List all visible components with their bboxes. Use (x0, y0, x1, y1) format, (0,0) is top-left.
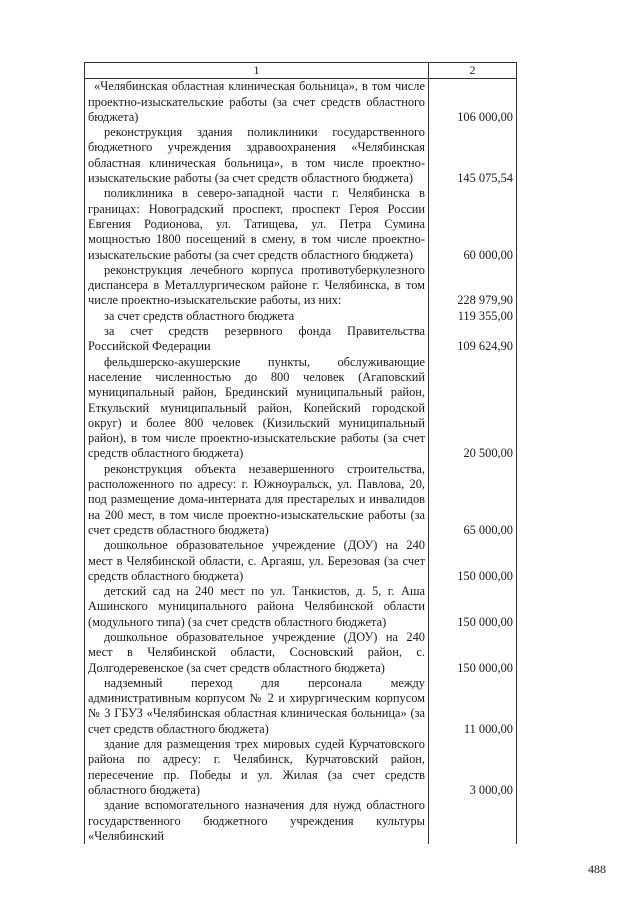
item-description-cell (85, 324, 429, 355)
item-description-cell (85, 676, 429, 737)
item-amount: 119 355,00 (429, 309, 517, 324)
item-description-cell (85, 309, 429, 324)
item-description-cell (85, 125, 429, 186)
item-amount: 145 075,54 (429, 125, 517, 186)
item-description-cell (85, 538, 429, 584)
table-row (85, 676, 517, 737)
item-amount: 65 000,00 (429, 462, 517, 538)
table-row (85, 309, 517, 324)
item-amount: 109 624,90 (429, 324, 517, 355)
item-description: за счет средств резервного фонда Правительства Российской Федерации (88, 324, 425, 354)
item-description-cell (85, 462, 429, 538)
item-description: надземный переход для персонала между административным корпусом № 2 и хирургическим корпусом № 3 ГБУЗ «Челябинская областная клиническая больница» (за счет средств областного бюджета) (88, 675, 425, 736)
item-description-cell (85, 630, 429, 676)
item-amount: 106 000,00 (429, 79, 517, 125)
column-header-1: 1 (85, 63, 429, 79)
table-row (85, 263, 517, 309)
table-body (85, 79, 517, 844)
item-description: реконструкция объекта незавершенного строительства, расположенного по адресу: г. Южноуральск, ул. Павлова, 20, под размещение дома-интерната для престарелых и инвалидов на 200 мест, в том числе проектно-изыскательские работы (за счет средств областного бюджета) (88, 461, 425, 537)
table-row (85, 186, 517, 262)
item-amount: 228 979,90 (429, 263, 517, 309)
item-amount: 150 000,00 (429, 584, 517, 630)
table-row (85, 79, 517, 125)
item-description-cell (85, 584, 429, 630)
item-description: фельдшерско-акушерские пункты, обслуживающие население численностью до 800 человек (Агаповский муниципальный район, Брединский муниципальный район, Еткульский муниципальный район, Копейский городской округ) и более 800 человек (Кизильский муниципальный район), в том числе проектно-изыскательские работы (за счет средств областного бюджета) (88, 354, 425, 461)
item-description: здание для размещения трех мировых судей Курчатовского района по адресу: г. Челябинск, Курчатовский район, пересечение пр. Победы и ул. Жилая (за счет средств областного бюджета) (88, 737, 425, 797)
item-amount (429, 798, 517, 844)
item-description: поликлиника в северо-западной части г. Челябинска в границах: Новоградский проспект, проспект Героя России Евгения Родионова, ул. Татищева, ул. Петра Сумина мощностью 1800 посещений в смену, в том числе проектно-изыскательские работы (за счет средств областного бюджета) (88, 186, 425, 262)
table-row (85, 737, 517, 798)
item-description-cell (85, 798, 429, 844)
item-description: дошкольное образовательное учреждение (ДОУ) на 240 мест в Челябинской области, Сосновский район, с. Долгодеревенское (за счет средств областного бюджета) (88, 629, 425, 675)
item-description-cell (85, 737, 429, 798)
table-row (85, 355, 517, 462)
table-row (85, 538, 517, 584)
item-description-cell (85, 355, 429, 462)
item-amount: 11 000,00 (429, 676, 517, 737)
table-row (85, 324, 517, 355)
table-row (85, 462, 517, 538)
item-description-cell (85, 263, 429, 309)
item-amount: 20 500,00 (429, 355, 517, 462)
item-description: реконструкция здания поликлиники государственного бюджетного учреждения здравоохранения «Челябинская областная клиническая больница», в том числе проектно-изыскательские работы (за счет средств областного бюджета) (88, 125, 425, 186)
item-amount: 150 000,00 (429, 538, 517, 584)
item-description-cell (85, 186, 429, 262)
item-amount: 150 000,00 (429, 630, 517, 676)
page-number: 488 (588, 862, 606, 876)
table-row (85, 584, 517, 630)
table-row (85, 798, 517, 844)
item-description: детский сад на 240 мест по ул. Танкистов, д. 5, г. Аша Ашинского муниципального района Челябинской области (модульного типа) (за счет средств областного бюджета) (88, 584, 425, 629)
item-description-cell (85, 79, 429, 125)
item-amount: 3 000,00 (429, 737, 517, 798)
table-header-row (85, 63, 517, 79)
item-description: «Челябинская областная клиническая больница», в том числе проектно-изыскательские работы (за счет средств областного бюджета) (88, 79, 425, 124)
item-amount: 60 000,00 (429, 186, 517, 262)
column-header-2: 2 (429, 63, 517, 79)
table-row (85, 125, 517, 186)
item-description: за счет средств областного бюджета (104, 308, 295, 323)
table-row (85, 630, 517, 676)
item-description: дошкольное образовательное учреждение (ДОУ) на 240 мест в Челябинской области, с. Аргаяш, ул. Березовая (за счет средств областного бюджета) (88, 538, 425, 583)
item-description: реконструкция лечебного корпуса противотуберкулезного диспансера в Металлургическом районе г. Челябинска, в том числе проектно-изыскательские работы, из них: (88, 262, 425, 308)
item-description: здание вспомогательного назначения для нужд областного государственного бюджетного учреждения культуры «Челябинский (88, 798, 425, 843)
budget-table (84, 62, 517, 844)
